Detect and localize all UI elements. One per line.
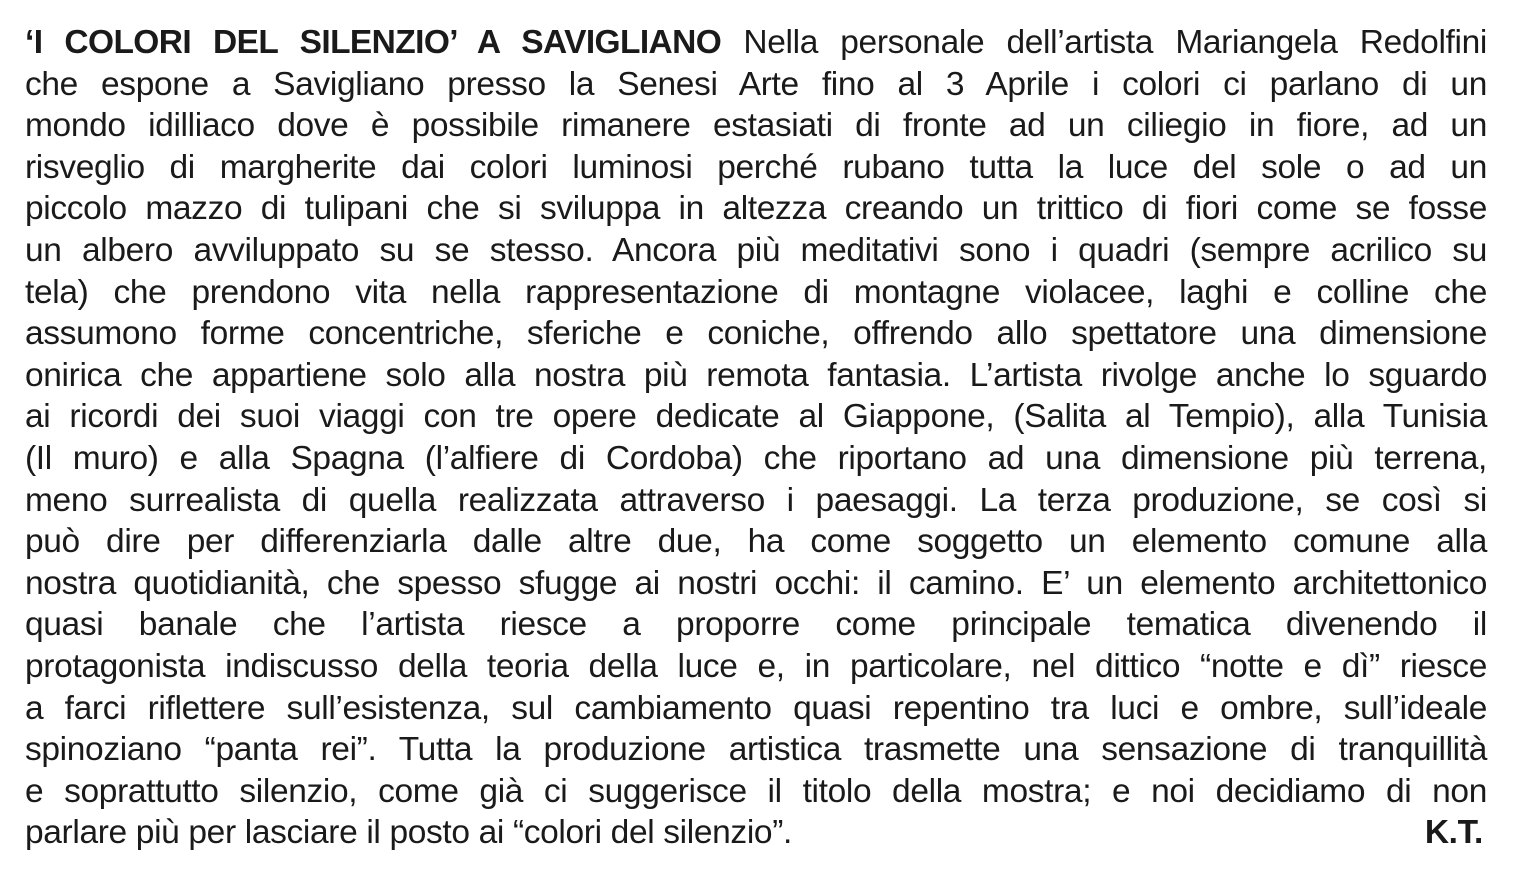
article-line: risveglio di margherite dai colori luminosi perché rubano tutta la luce del sole o ad un	[25, 148, 1487, 186]
article-line-1	[25, 22, 1487, 64]
article-line: quasi banale che l’artista riesce a proporre come principale tematica divenendo il	[25, 606, 1487, 644]
article-body	[25, 22, 1487, 854]
article-line: onirica che appartiene solo alla nostra più remota fantasia. L’artista rivolge anche lo sguardo	[25, 356, 1487, 394]
article-line: protagonista indiscusso della teoria della luce e, in particolare, nel dittico “notte e dì” riesce	[25, 647, 1487, 685]
author-signature: K.T.	[1424, 814, 1483, 852]
article-line: meno surrealista di quella realizzata attraverso i paesaggi. La terza produzione, se così si	[25, 481, 1487, 519]
article-line: assumono forme concentriche, sferiche e coniche, offrendo allo spettatore una dimensione	[25, 315, 1487, 353]
article-line: ai ricordi dei suoi viaggi con tre opere dedicate al Giappone, (Salita al Tempio), alla Tunisia	[25, 398, 1487, 436]
article-headline: ‘I COLORI DEL SILENZIO’ A SAVIGLIANO	[25, 24, 722, 61]
article-line-1-text: Nella personale dell’artista Mariangela Redolfini	[721, 24, 1487, 61]
article-line: piccolo mazzo di tulipani che si sviluppa in altezza creando un trittico di fiori come se fosse	[25, 190, 1487, 228]
article-line: nostra quotidianità, che spesso sfugge ai nostri occhi: il camino. E’ un elemento architettonico	[25, 564, 1487, 602]
article-line: tela) che prendono vita nella rappresentazione di montagne violacee, laghi e colline che	[25, 273, 1487, 311]
article-line: spinoziano “panta rei”. Tutta la produzione artistica trasmette una sensazione di tranquillità	[25, 731, 1487, 769]
article-line: può dire per differenziarla dalle altre due, ha come soggetto un elemento comune alla	[25, 523, 1487, 561]
article-line: mondo idilliaco dove è possibile rimanere estasiati di fronte ad un ciliegio in fiore, ad un	[25, 107, 1487, 145]
article-line: a farci riflettere sull’esistenza, sul cambiamento quasi repentino tra luci e ombre, sull’ideale	[25, 689, 1487, 727]
article-last-line	[25, 812, 1487, 854]
article-line: e soprattutto silenzio, come già ci suggerisce il titolo della mostra; e noi decidiamo di non	[25, 772, 1487, 810]
article-line: (Il muro) e alla Spagna (l’alfiere di Cordoba) che riportano ad una dimensione più terrena,	[25, 439, 1487, 477]
article-line: che espone a Savigliano presso la Senesi Arte fino al 3 Aprile i colori ci parlano di un	[25, 65, 1487, 103]
article-last-line-text: parlare più per lasciare il posto ai “colori del silenzio”.	[25, 814, 792, 852]
article-line: un albero avviluppato su se stesso. Ancora più meditativi sono i quadri (sempre acrilico su	[25, 231, 1487, 269]
